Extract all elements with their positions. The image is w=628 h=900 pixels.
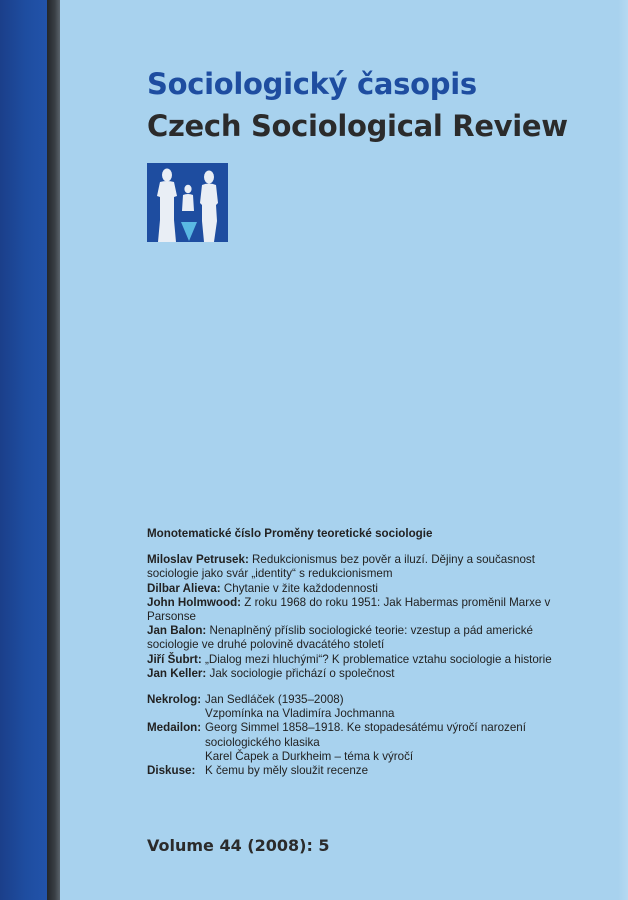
figures-logo-icon [147, 163, 228, 242]
article-entry [147, 553, 577, 581]
section-item: K čemu by měly sloužit recenze [205, 764, 369, 778]
article-title: Chytanie v žite každodennosti [223, 581, 378, 595]
article-author: Dilbar Alieva: [147, 581, 221, 595]
sections-list [147, 693, 577, 778]
section-nekrolog [147, 693, 577, 721]
page-edge [618, 0, 628, 900]
section-items [205, 764, 577, 778]
section-items [205, 693, 577, 721]
article-title: Nenaplněný příslib sociologické teorie: vzestup a pád americké sociologie ve druhé polovině dvacátého století [147, 624, 534, 652]
section-item: Vzpomínka na Vladimíra Jochmanna [205, 707, 395, 721]
article-author: Miloslav Petrusek: [147, 553, 249, 567]
article-author: Jan Balon: [147, 624, 207, 638]
article-title: Redukcionismus bez pověr a iluzí. Dějiny a současnost sociologie jako svár „identity“ s redukcionismem [147, 553, 535, 581]
volume-label: Volume 44 (2008): 5 [147, 836, 330, 855]
article-entry [147, 653, 577, 667]
article-author: John Holmwood: [147, 595, 242, 609]
article-title: Z roku 1968 do roku 1951: Jak Habermas proměnil Marxe v Parsonse [147, 595, 551, 624]
article-title: „Dialog mezi hluchými“? K problematice vztahu sociologie a historie [205, 652, 552, 666]
section-medailon [147, 721, 577, 764]
spine-shadow [47, 0, 60, 900]
article-author: Jiří Šubrt: [147, 652, 202, 666]
section-item: Karel Čapek a Durkheim – téma k výročí [205, 749, 414, 763]
article-entry [147, 667, 577, 681]
table-of-contents [147, 527, 577, 778]
section-item: Georg Simmel 1858–1918. Ke stopadesátému výročí narození sociologického klasika [205, 721, 526, 749]
journal-title-czech: Sociologický časopis [147, 67, 477, 101]
section-diskuse [147, 764, 577, 778]
article-title: Jak sociologie přichází o společnost [209, 666, 395, 680]
section-label: Medailon: [147, 721, 202, 735]
article-author: Jan Keller: [147, 666, 207, 680]
article-entry [147, 582, 577, 596]
article-entry [147, 624, 577, 652]
section-label: Diskuse: [147, 764, 196, 778]
articles-list [147, 553, 577, 681]
section-label: Nekrolog: [147, 693, 202, 707]
article-entry [147, 596, 577, 624]
cover-spine [0, 0, 47, 900]
section-items [205, 721, 577, 764]
journal-title-english: Czech Sociological Review [147, 109, 568, 143]
issue-title: Monotematické číslo Proměny teoretické sociologie [147, 527, 433, 540]
section-item: Jan Sedláček (1935–2008) [205, 693, 344, 707]
